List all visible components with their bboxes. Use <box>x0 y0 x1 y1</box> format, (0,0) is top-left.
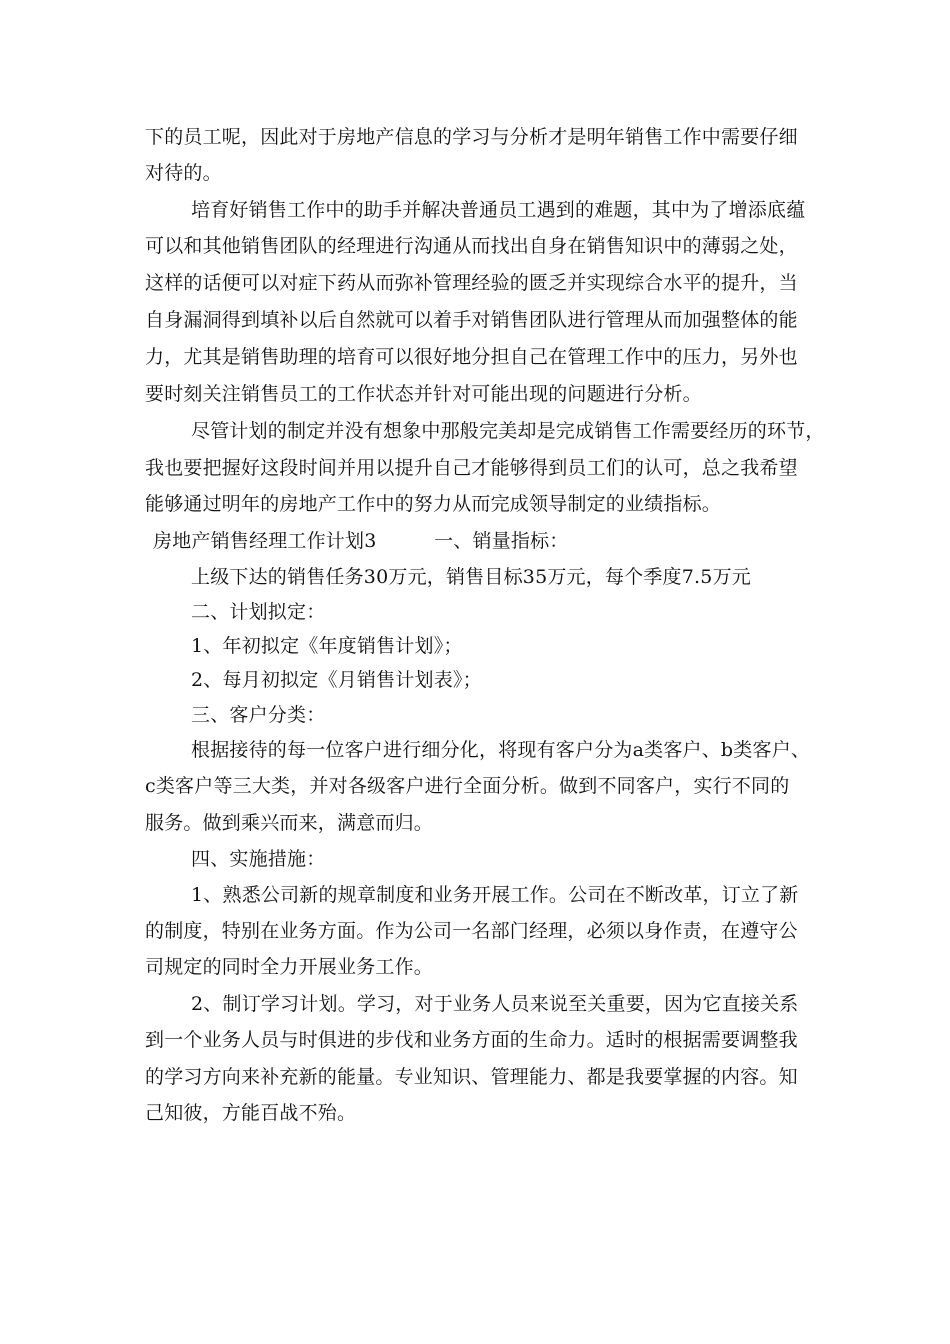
paragraph-first-line: 尽管计划的制定并没有想象中那般完美却是完成销售工作需要经历的环节， <box>191 420 825 442</box>
paragraph-first-line: 2、制订学习计划。学习，对于业务人员来说至关重要，因为它直接关系 <box>191 993 799 1015</box>
text-line: 要时刻关注销售员工的工作状态并针对可能出现的问题进行分析。 <box>145 383 702 405</box>
text-line: 上级下达的销售任务30万元，销售目标35万元，每个季度7.5万元 <box>191 566 751 588</box>
text-line: 司规定的同时全力开展业务工作。 <box>145 956 434 978</box>
section-heading: 二、计划拟定： <box>191 601 326 623</box>
list-item: 1、年初拟定《年度销售计划》； <box>191 635 463 657</box>
paragraph-first-line: 1、熟悉公司新的规章制度和业务开展工作。公司在不断改革，订立了新 <box>191 884 799 906</box>
text-line: 服务。做到乘兴而来，满意而归。 <box>145 812 434 834</box>
text-line: 自身漏洞得到填补以后自然就可以着手对销售团队进行管理从而加强整体的能 <box>145 309 798 331</box>
text-line: 我也要把握好这段时间并用以提升自己才能够得到员工们的认可，总之我希望 <box>145 457 798 479</box>
text-line: 的制度，特别在业务方面。作为公司一名部门经理，必须以身作责，在遵守公 <box>145 920 798 942</box>
section-heading: 四、实施措施： <box>191 848 326 870</box>
text-line: 己知彼，方能百战不殆。 <box>145 1102 357 1124</box>
text-line: 可以和其他销售团队的经理进行沟通从而找出自身在销售知识中的薄弱之处， <box>145 235 798 257</box>
section-heading: 三、客户分类： <box>191 704 326 726</box>
text-line: 能够通过明年的房地产工作中的努力从而完成领导制定的业绩指标。 <box>145 493 722 515</box>
text-line: 对待的。 <box>145 162 222 184</box>
text-line: 到一个业务人员与时俱进的步伐和业务方面的生命力。适时的根据需要调整我 <box>145 1029 798 1051</box>
paragraph-first-line: 根据接待的每一位客户进行细分化，将现有客户分为a类客户、b类客户、 <box>191 739 811 761</box>
section-title: 房地产销售经理工作计划3 一、销量指标： <box>153 530 569 552</box>
text-line: c类客户等三大类，并对各级客户进行全面分析。做到不同客户，实行不同的 <box>145 775 790 797</box>
text-line: 下的员工呢，因此对于房地产信息的学习与分析才是明年销售工作中需要仔细 <box>145 126 798 148</box>
text-line: 这样的话便可以对症下药从而弥补管理经验的匮乏并实现综合水平的提升，当 <box>145 272 798 294</box>
paragraph-first-line: 培育好销售工作中的助手并解决普通员工遇到的难题，其中为了增添底蕴 <box>191 199 806 221</box>
text-line: 的学习方向来补充新的能量。专业知识、管理能力、都是我要掌握的内容。知 <box>145 1066 798 1088</box>
text-line: 力，尤其是销售助理的培育可以很好地分担自己在管理工作中的压力，另外也 <box>145 346 798 368</box>
list-item: 2、每月初拟定《月销售计划表》； <box>191 669 482 691</box>
